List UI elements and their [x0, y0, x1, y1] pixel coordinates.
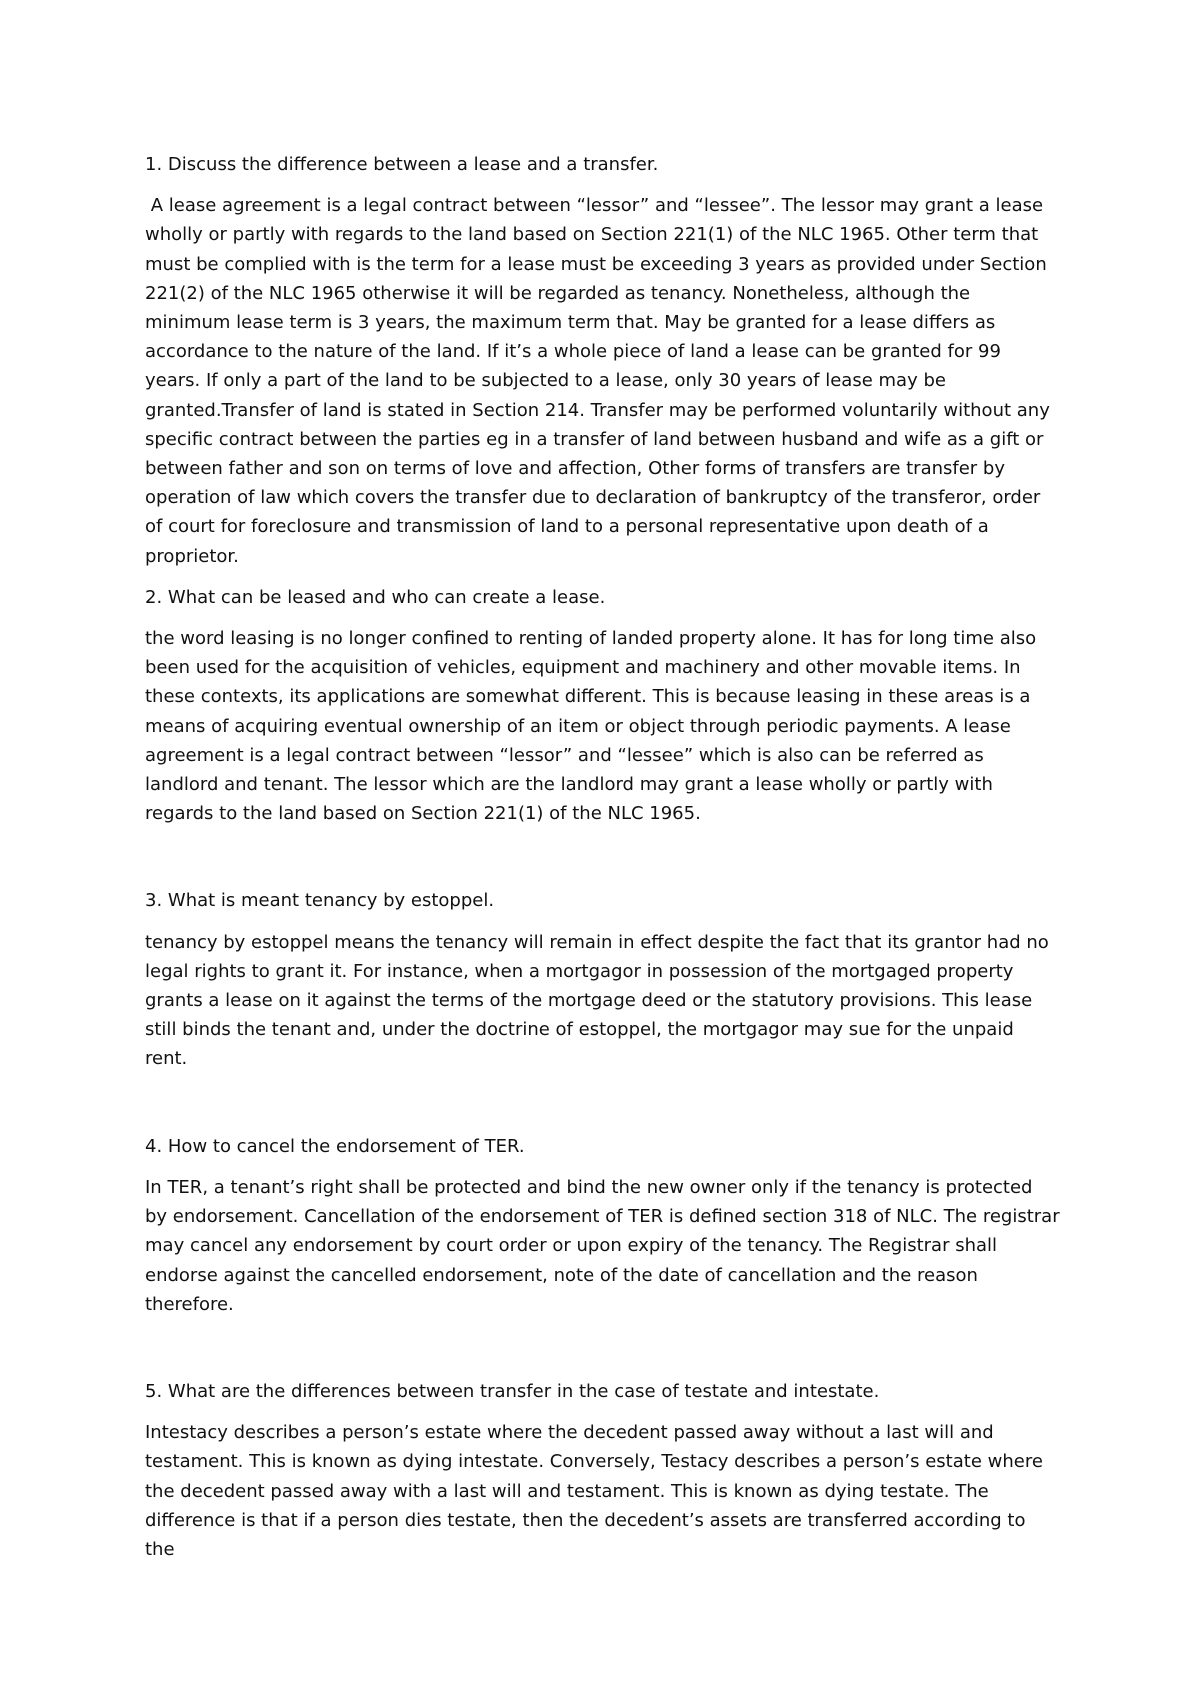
question-block-4 [145, 1132, 1060, 1319]
question-block-5 [145, 1377, 1060, 1564]
question-block-1 [145, 150, 1060, 571]
question-heading: 4. How to cancel the endorsement of TER. [145, 1135, 525, 1157]
document-body [145, 150, 1060, 1564]
question-heading: 5. What are the differences between transfer in the case of testate and intestate. [145, 1380, 880, 1402]
answer-paragraph: Intestacy describes a person’s estate where the decedent passed away without a last will and testament. This is known as dying intestate. Conversely, Testacy describes a person’s estate where the decedent passed away with a last will and testament. This is known as dying testate. The difference is that if a person dies testate, then the decedent’s assets are transferred according to the [145, 1422, 1043, 1560]
question-heading: 1. Discuss the difference between a lease and a transfer. [145, 154, 659, 175]
answer-paragraph: tenancy by estoppel means the tenancy will remain in effect despite the fact that its grantor had no legal rights to grant it. For instance, when a mortgagor in possession of the mortgaged property grants a lease on it against the terms of the mortgage deed or the statutory provisions. This lease still binds the tenant and, under the doctrine of estoppel, the mortgagor may sue for the unpaid rent. [145, 931, 1049, 1070]
question-heading: 3. What is meant tenancy by estoppel. [145, 890, 495, 912]
question-block-2 [145, 583, 1060, 829]
answer-paragraph: the word leasing is no longer confined to renting of landed property alone. It has for long time also been used for the acquisition of vehicles, equipment and machinery and other movable items. In these contexts, its applications are somewhat different. This is because leasing in these areas is a means of acquiring eventual ownership of an item or object through periodic payments. A lease agreement is a legal contract between “lessor” and “lessee” which is also can be referred as landlord and tenant. The lessor which are the landlord may grant a lease wholly or partly with regards to the land based on Section 221(1) of the NLC 1965. [145, 628, 1037, 825]
answer-paragraph: In TER, a tenant’s right shall be protected and bind the new owner only if the tenancy is protected by endorsement. Cancellation of the endorsement of TER is defined section 318 of NLC. The registrar may cancel any endorsement by court order or upon expiry of the tenancy. The Registrar shall endorse against the cancelled endorsement, note of the date of cancellation and the reason therefore. [145, 1176, 1060, 1315]
question-heading: 2. What can be leased and who can create a lease. [145, 586, 606, 608]
answer-paragraph: A lease agreement is a legal contract between “lessor” and “lessee”. The lessor may grant a lease wholly or partly with regards to the land based on Section 221(1) of the NLC 1965. Other term that must be complied with is the term for a lease must be exceeding 3 years as provided under Section 221(2) of the NLC 1965 otherwise it will be regarded as tenancy. Nonetheless, although the minimum lease term is 3 years, the maximum term that. May be granted for a lease differs as accordance to the nature of the land. If it’s a whole piece of land a lease can be granted for 99 years. If only a part of the land to be subjected to a lease, only 30 years of lease may be granted.Transfer of land is stated in Section 214. Transfer may be performed voluntarily without any specific contract between the parties eg in a transfer of land between husband and wife as a gift or between father and son on terms of love and affection, Other forms of transfers are transfer by operation of law which covers the transfer due to declaration of bankruptcy of the transferor, order of court for foreclosure and transmission of land to a personal representative upon death of a proprietor. [145, 195, 1056, 567]
question-block-3 [145, 886, 1060, 1073]
